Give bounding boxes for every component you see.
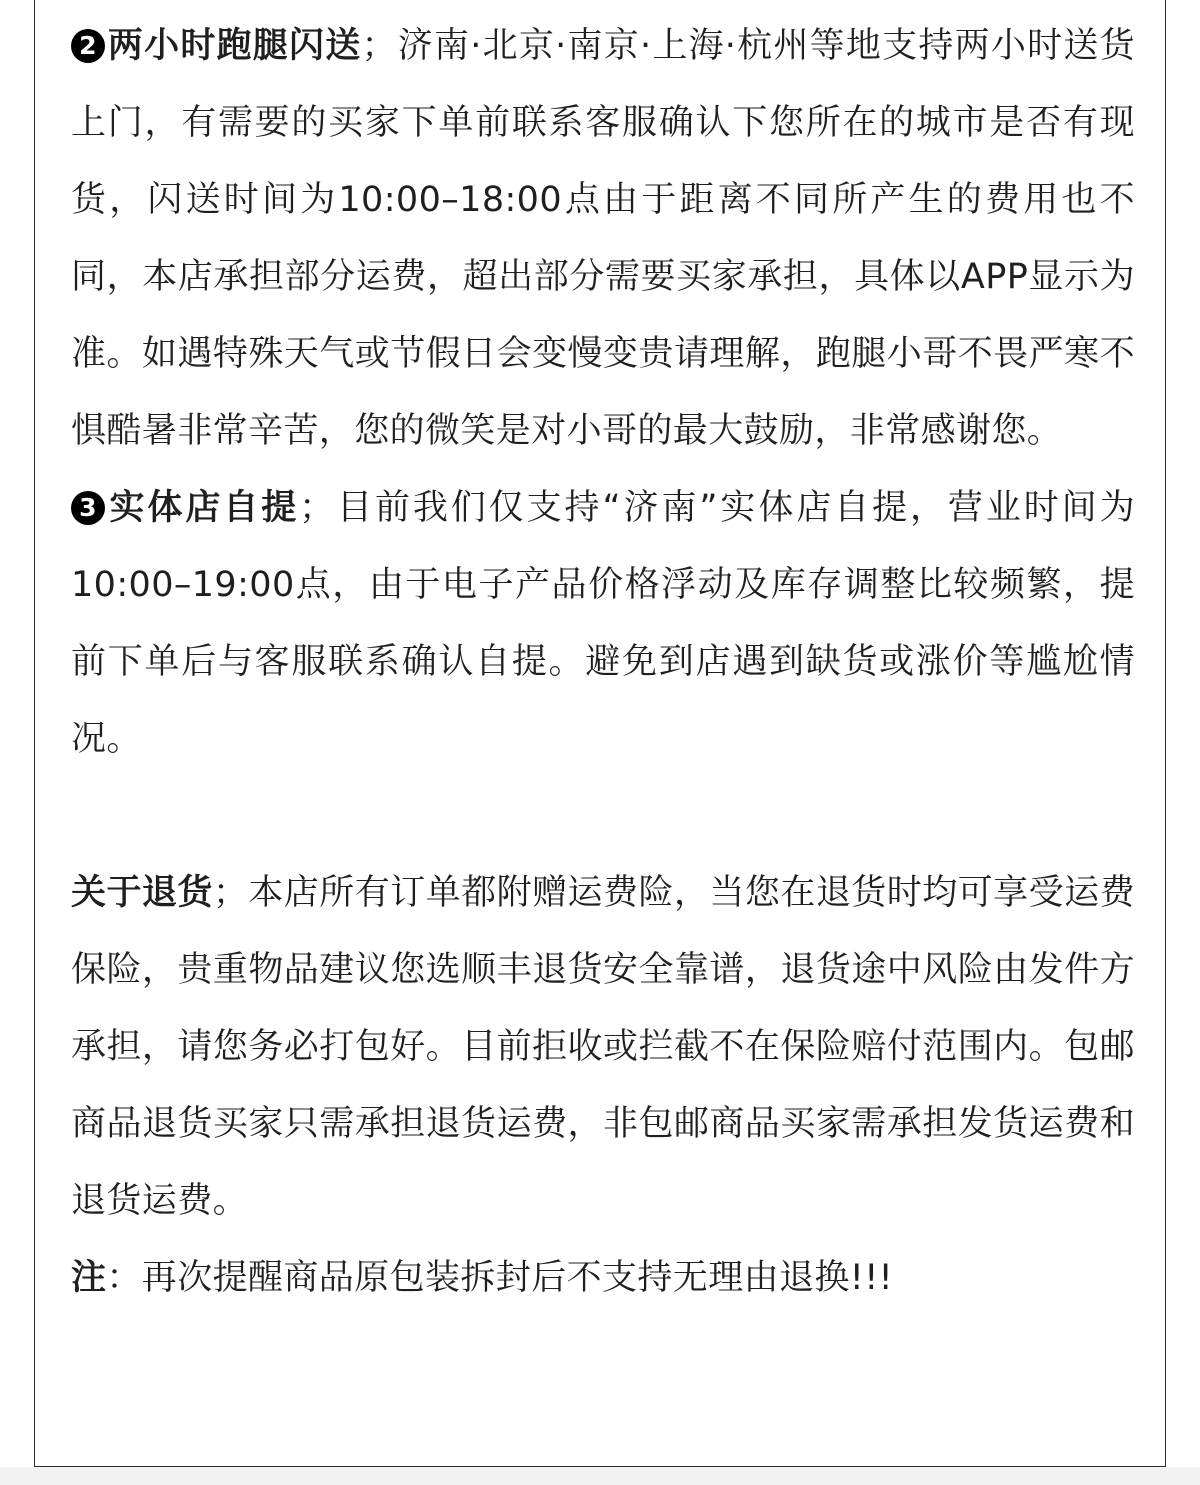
section-body: ；济南·北京·南京·上海·杭州等地支持两小时送货上门，有需要的买家下单前联系客服确认下您所在的城市是否有现货，闪送时间为10:00–18:00点由于距离不同所产生的费用也不同，本店承担部分运费，超出部分需要买家承担，具体以APP显示为准。如遇特殊天气或节假日会变慢变贵请理解，跑腿小哥不畏严寒不惧酷暑非常辛苦，您的微笑是对小哥的最大鼓励，非常感谢您。 xyxy=(71,26,1135,451)
number-badge-two: 2 xyxy=(71,29,105,63)
spacer xyxy=(71,778,1135,855)
returns-body: ；本店所有订单都附赠运费险，当您在退货时均可享受运费保险，贵重物品建议您选顺丰退货安全靠谱，退货途中风险由发件方承担，请您务必打包好。目前拒收或拦截不在保险赔付范围内。包邮商品退货买家只需承担退货运费，非包邮商品买家需承担发货运费和退货运费。 xyxy=(71,873,1135,1221)
section-two-hour-delivery xyxy=(71,8,1135,470)
section-heading: 实体店自提 xyxy=(107,488,300,528)
note-heading: 注 xyxy=(71,1258,107,1298)
document-content xyxy=(71,8,1135,1317)
section-heading: 两小时跑腿闪送 xyxy=(107,26,362,66)
section-store-pickup xyxy=(71,470,1135,778)
document-sheet xyxy=(34,0,1166,1467)
section-returns xyxy=(71,855,1135,1240)
note-body: ：再次提醒商品原包装拆封后不支持无理由退换!!! xyxy=(106,1258,894,1298)
number-badge-three: 3 xyxy=(71,491,105,525)
section-note xyxy=(71,1240,1135,1317)
returns-heading: 关于退货 xyxy=(71,873,213,913)
page-footer-strip xyxy=(0,1467,1200,1485)
section-body: ；目前我们仅支持“济南”实体店自提，营业时间为10:00–19:00点，由于电子产品价格浮动及库存调整比较频繁，提前下单后与客服联系确认自提。避免到店遇到缺货或涨价等尴尬情况。 xyxy=(71,488,1135,759)
